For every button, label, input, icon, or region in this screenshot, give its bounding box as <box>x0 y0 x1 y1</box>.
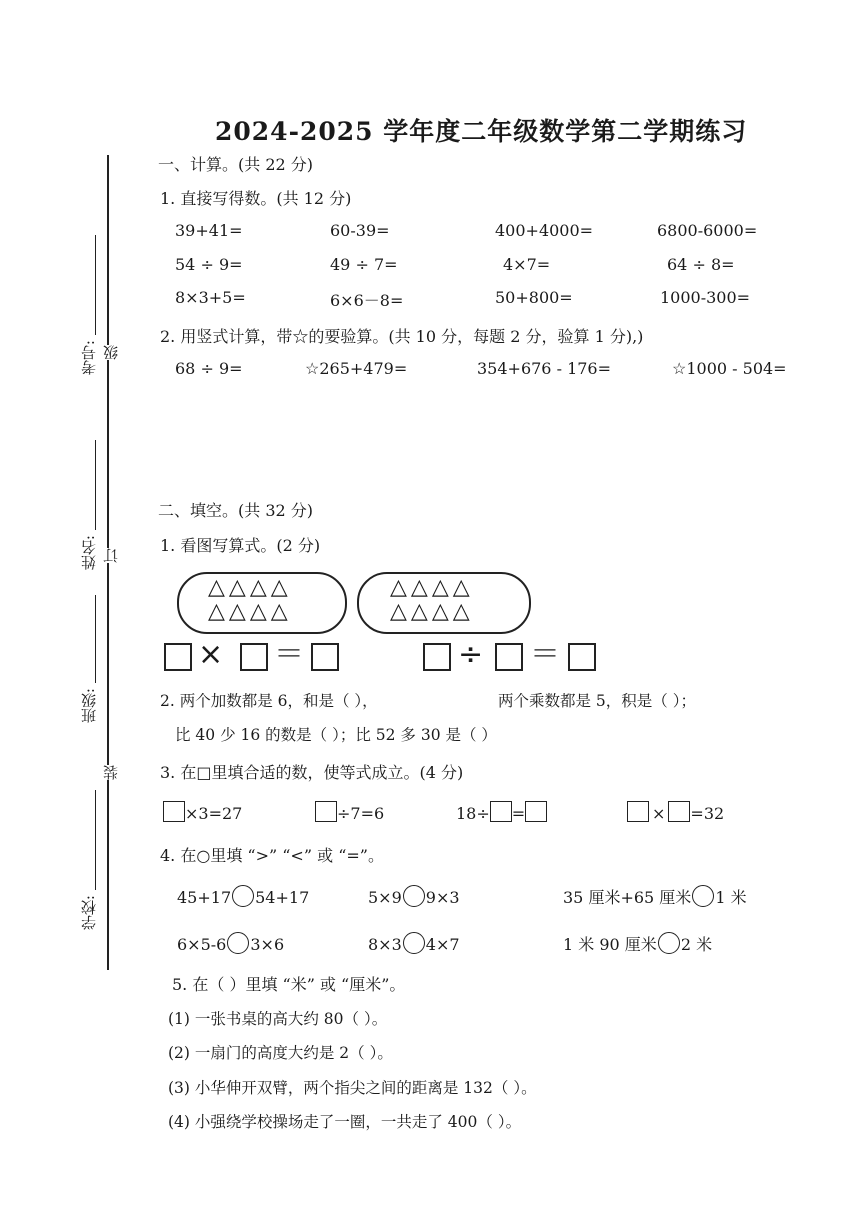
vertical-calc-item: 68 ÷ 9= <box>175 359 243 378</box>
equation-text: = <box>511 804 526 823</box>
multiply-sign: × <box>198 637 224 672</box>
answer-box[interactable] <box>668 801 690 822</box>
equation-text: × <box>652 804 666 823</box>
section2-heading: 二、填空。(共 32 分) <box>158 501 314 520</box>
compare-item <box>177 885 309 907</box>
answer-box[interactable] <box>627 801 649 822</box>
calc-item: 8×3+5= <box>175 288 246 307</box>
section1-heading: 一、计算。(共 22 分) <box>158 155 314 174</box>
unit-question: (4) 小强绕学校操场走了一圈，一共走了 400（ ）。 <box>168 1113 522 1131</box>
answer-box[interactable] <box>495 643 523 671</box>
equation-text: ×3=27 <box>185 804 243 823</box>
calc-item: 1000-300= <box>660 288 751 307</box>
compare-item <box>368 885 460 907</box>
compare-circle[interactable] <box>227 932 249 954</box>
unit-question: (1) 一张书桌的高大约 80（ ）。 <box>168 1010 388 1028</box>
name-blank <box>95 440 96 530</box>
box-equation <box>315 801 384 823</box>
equals-sign: ＝ <box>530 637 560 672</box>
fill-question-line: 比 40 少 16 的数是（ ）；比 52 多 30 是（ ） <box>175 726 497 744</box>
compare-item <box>563 885 747 908</box>
s2-q5-heading: 5. 在（ ）里填 “米” 或 “厘米”。 <box>172 975 406 994</box>
compare-right: 9×3 <box>425 888 460 907</box>
calc-item: 6×6－8= <box>330 291 404 310</box>
unit-question: (2) 一扇门的高度大约是 2（ ）。 <box>168 1044 393 1062</box>
calc-item: 4×7= <box>503 255 551 274</box>
equation-text: =32 <box>690 804 725 823</box>
q2-heading: 2. 用竖式计算，带☆的要验算。(共 10 分，每题 2 分，验算 1 分),) <box>160 327 644 346</box>
compare-item <box>177 932 284 954</box>
class-label: 班级: <box>80 688 98 724</box>
box-equation <box>456 801 547 823</box>
divide-sign: ÷ <box>458 637 484 672</box>
compare-left: 6×5-6 <box>177 935 227 954</box>
calc-item: 39+41= <box>175 221 243 240</box>
calc-item: 400+4000= <box>495 221 594 240</box>
triangle-icon-row: △△△△ <box>390 599 474 624</box>
answer-box[interactable] <box>423 643 451 671</box>
triangle-icon-row: △△△△ <box>208 599 292 624</box>
compare-item <box>368 932 460 954</box>
page-title: 2024-2025 学年度二年级数学第二学期练习 <box>215 117 748 146</box>
fill-question-line: 2. 两个加数都是 6，和是（ ）， <box>160 692 378 710</box>
vertical-calc-item: 354+676 - 176= <box>477 359 612 378</box>
compare-item <box>563 932 712 955</box>
school-blank <box>95 790 96 890</box>
unit-question: (3) 小华伸开双臂，两个指尖之间的距离是 132（ ）。 <box>168 1079 537 1097</box>
fill-question-line: 两个乘数都是 5，积是（ ）； <box>498 692 696 710</box>
compare-left: 5×9 <box>368 888 402 907</box>
compare-left: 1 米 90 厘米 <box>563 935 657 954</box>
answer-box[interactable] <box>490 801 512 822</box>
compare-right: 3×6 <box>250 935 285 954</box>
answer-box[interactable] <box>164 643 192 671</box>
vertical-calc-item: ☆265+479= <box>305 359 408 378</box>
triangle-icon-row: △△△△ <box>390 575 474 600</box>
compare-right: 1 米 <box>715 888 747 907</box>
compare-circle[interactable] <box>403 932 425 954</box>
binding-mark-zhuang: 装 <box>102 765 120 780</box>
equation-text: 18÷ <box>456 804 490 823</box>
calc-item: 54 ÷ 9= <box>175 255 243 274</box>
compare-right: 2 米 <box>680 935 713 954</box>
s2-q3-heading: 3. 在□里填合适的数，使等式成立。(4 分) <box>160 763 464 782</box>
compare-left: 45+17 <box>177 888 232 907</box>
exam-number-blank <box>95 235 96 335</box>
q1-heading: 1. 直接写得数。(共 12 分) <box>160 189 352 208</box>
box-equation <box>627 801 724 823</box>
binding-mark-ji: 级 <box>102 345 120 360</box>
class-blank <box>95 595 96 683</box>
compare-left: 35 厘米+65 厘米 <box>563 888 692 907</box>
answer-box[interactable] <box>311 643 339 671</box>
calc-item: 60-39= <box>330 221 390 240</box>
answer-box[interactable] <box>568 643 596 671</box>
binding-mark-ding: 订 <box>102 548 120 563</box>
s2-q1-heading: 1. 看图写算式。(2 分) <box>160 536 321 555</box>
calc-item: 49 ÷ 7= <box>330 255 398 274</box>
compare-circle[interactable] <box>232 885 254 907</box>
compare-circle[interactable] <box>692 885 714 907</box>
answer-box[interactable] <box>163 801 185 822</box>
answer-box[interactable] <box>240 643 268 671</box>
name-label: 姓名: <box>80 535 98 571</box>
compare-left: 8×3 <box>368 935 402 954</box>
equation-text: ÷7=6 <box>337 804 385 823</box>
s2-q4-heading: 4. 在○里填 “>” “<” 或 “=”。 <box>160 846 384 865</box>
triangle-icon-row: △△△△ <box>208 575 292 600</box>
calc-item: 6800-6000= <box>657 221 758 240</box>
box-equation <box>163 801 242 823</box>
compare-circle[interactable] <box>403 885 425 907</box>
calc-item: 50+800= <box>495 288 573 307</box>
equals-sign: ＝ <box>274 637 304 672</box>
answer-box[interactable] <box>525 801 547 822</box>
compare-right: 4×7 <box>425 935 460 954</box>
answer-box[interactable] <box>315 801 337 822</box>
calc-item: 64 ÷ 8= <box>667 255 735 274</box>
compare-right: 54+17 <box>255 888 310 907</box>
school-label: 学校: <box>80 895 98 931</box>
compare-circle[interactable] <box>658 932 680 954</box>
vertical-calc-item: ☆1000 - 504= <box>672 359 787 378</box>
exam-number-label: 考号: <box>80 340 98 376</box>
